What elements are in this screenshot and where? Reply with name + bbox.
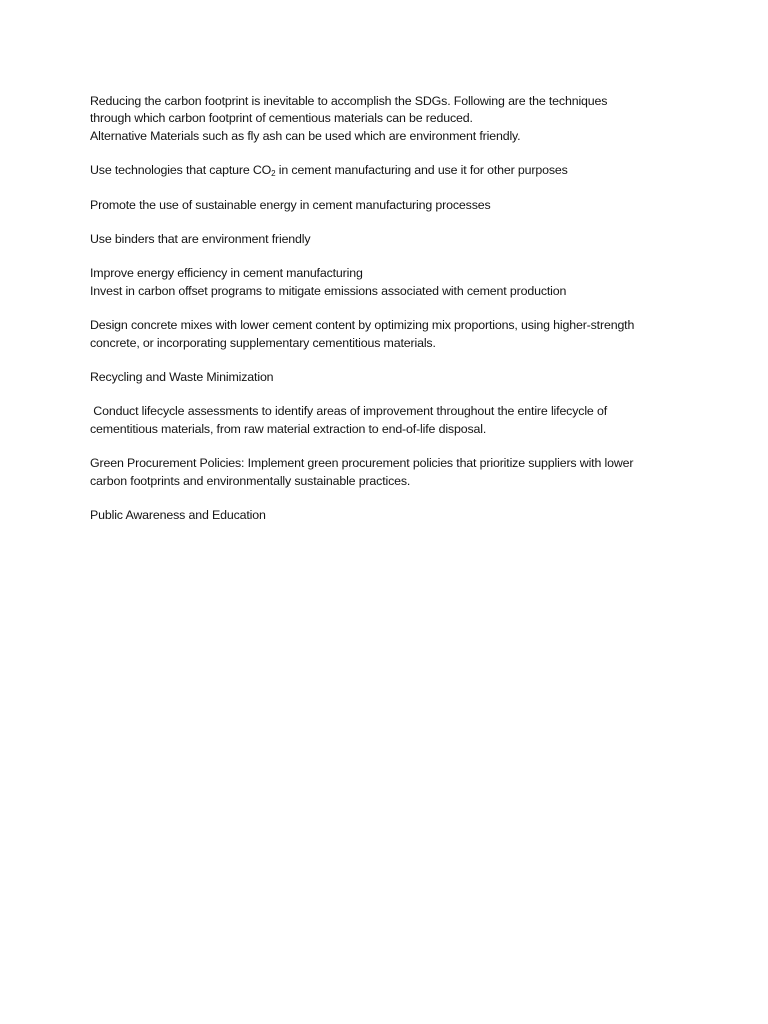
co2-capture-line bbox=[90, 162, 690, 179]
paragraph-spacer bbox=[90, 248, 690, 265]
sustainable-energy-line: Promote the use of sustainable energy in cement manufacturing processes bbox=[90, 197, 491, 212]
public-awareness-line: Public Awareness and Education bbox=[90, 508, 266, 523]
paragraph-concrete-mixes bbox=[90, 317, 690, 352]
paragraph-spacer bbox=[90, 180, 690, 197]
concrete-mixes-line-2: concrete, or incorporating supplementary cementitious materials. bbox=[90, 335, 436, 350]
green-procurement-line-1: Green Procurement Policies: Implement green procurement policies that prioritize suppliers with lower bbox=[90, 456, 634, 471]
paragraph-spacer bbox=[90, 438, 690, 455]
document-body bbox=[90, 93, 690, 525]
paragraph-green-procurement bbox=[90, 455, 690, 490]
recycling-line: Recycling and Waste Minimization bbox=[90, 370, 274, 385]
paragraph-spacer bbox=[90, 386, 690, 403]
energy-efficiency-line-2: Invest in carbon offset programs to mitigate emissions associated with cement production bbox=[90, 283, 567, 298]
paragraph-energy-efficiency bbox=[90, 265, 690, 300]
intro-line-3: Alternative Materials such as fly ash can be used which are environment friendly. bbox=[90, 128, 521, 143]
paragraph-intro bbox=[90, 93, 690, 145]
green-procurement-line-2: carbon footprints and environmentally sustainable practices. bbox=[90, 473, 411, 488]
paragraph-spacer bbox=[90, 145, 690, 162]
paragraph-spacer bbox=[90, 490, 690, 507]
energy-efficiency-line-1: Improve energy efficiency in cement manufacturing bbox=[90, 266, 363, 281]
co2-text-before: Use technologies that capture CO bbox=[90, 163, 272, 178]
paragraph-spacer bbox=[90, 300, 690, 317]
paragraph-recycling bbox=[90, 369, 690, 386]
paragraph-spacer bbox=[90, 352, 690, 369]
intro-line-1: Reducing the carbon footprint is inevitable to accomplish the SDGs. Following are the techniques bbox=[90, 94, 608, 108]
co2-text-after: in cement manufacturing and use it for other purposes bbox=[275, 163, 568, 178]
lifecycle-line-2: cementitious materials, from raw material extraction to end-of-life disposal. bbox=[90, 421, 487, 436]
paragraph-sustainable-energy bbox=[90, 197, 690, 214]
intro-line-2: through which carbon footprint of cementious materials can be reduced. bbox=[90, 111, 473, 126]
paragraph-lifecycle bbox=[90, 403, 690, 438]
paragraph-binders bbox=[90, 231, 690, 248]
paragraph-public-awareness bbox=[90, 507, 690, 524]
paragraph-spacer bbox=[90, 214, 690, 231]
lifecycle-line-1: Conduct lifecycle assessments to identify areas of improvement throughout the entire lifecycle of bbox=[90, 404, 607, 419]
co2-subscript: 2 bbox=[271, 169, 276, 179]
binders-line: Use binders that are environment friendly bbox=[90, 232, 311, 247]
concrete-mixes-line-1: Design concrete mixes with lower cement content by optimizing mix proportions, using higher-strength bbox=[90, 318, 635, 333]
paragraph-co2-capture bbox=[90, 162, 690, 179]
